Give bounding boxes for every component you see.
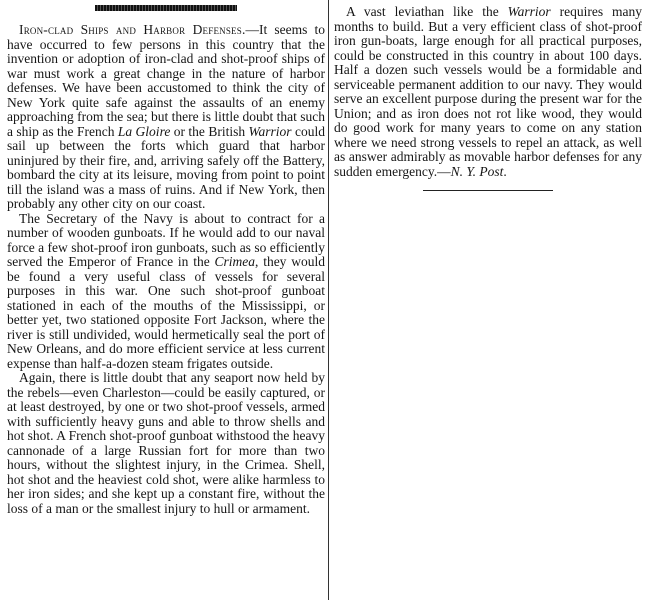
end-rule (423, 190, 553, 191)
p4-text-a: A vast leviathan like the (346, 4, 508, 19)
p4-text-b: requires many months to build. But a very efficient class of shot-proof iron gun-boats, large enough for all practical purposes, could be constructed in this country in about 100 days. Half a dozen such vessels would be a formidable and serviceable permanent addition to our navy. They would serve an excellent purpose during the present war for the Union; and as iron does not rot like wood, they would do good work for many years to come on any station where we need strong vessels to repel an attack, as well as answer admirably as movable harbor defenses for any sudden emergency.— (334, 4, 642, 179)
p1-text: —It seems to have occurred to few persons in this country that the invention or adoption of iron-clad and shot-proof ships of war must work a great change in the nature of harbor defenses. We have been accustomed to think the city of New York quite safe against the assaults of an enemy approaching from the sea; but there is little doubt that such a ship as the French (7, 22, 325, 139)
p2-text-a: The Secretary of the Navy is about to contract for a number of wooden gunboats. If he would add to our naval force a few shot-proof iron gunboats, such as so efficiently served the Emperor of France in the (7, 210, 325, 269)
article-headline: Iron-clad Ships and Harbor Defenses. (19, 22, 246, 37)
ship-name-la-gloire: La Gloire (117, 123, 171, 139)
column-divider (328, 0, 329, 600)
right-column (334, 0, 642, 191)
header-ornament-rule (95, 5, 237, 11)
place-crimea: Crimea (214, 254, 256, 269)
source-credit: N. Y. Post (450, 163, 504, 179)
paragraph-4 (334, 5, 642, 179)
p1-text-mid: or the British (170, 123, 249, 139)
paragraph-1 (7, 23, 325, 212)
p1-text-end: could sail up between the forts which guard that harbor uninjured by their fire, and, arriving safely off the Battery, bombard the city at its leisure, moving from point to point till the island was a mass of ruins. And if New York, then probably any other city on our coast. (7, 123, 325, 211)
left-column (7, 0, 325, 516)
p4-end: . (503, 163, 507, 179)
ship-name-warrior-2: Warrior (507, 4, 551, 19)
paragraph-2 (7, 212, 325, 372)
p2-text-b: , they would be found a very useful class of vessels for several purposes in this war. One such shot-proof gunboat stationed in each of the mouths of the Mississippi, or better yet, two stationed opposite Fort Jackson, where the river is still undivided, would hermetically seal the port of New Orleans, and do more efficient service at less current expense than half-a-dozen steam frigates outside. (7, 254, 325, 371)
ship-name-warrior: Warrior (248, 123, 292, 139)
paragraph-3: Again, there is little doubt that any seaport now held by the rebels—even Charleston—could be easily captured, or at least destroyed, by one or two shot-proof vessels, armed with sufficiently heavy guns and able to throw shells and hot shot. A French shot-proof gunboat withstood the heavy cannonade of a large Russian fort for more than two hours, without the slightest injury, in the Crimea. Shell, hot shot and the heaviest cold shot, were alike harmless to her iron sides; and she kept up a constant fire, without the loss of a man or the smallest injury to hull or armament. (7, 370, 325, 516)
